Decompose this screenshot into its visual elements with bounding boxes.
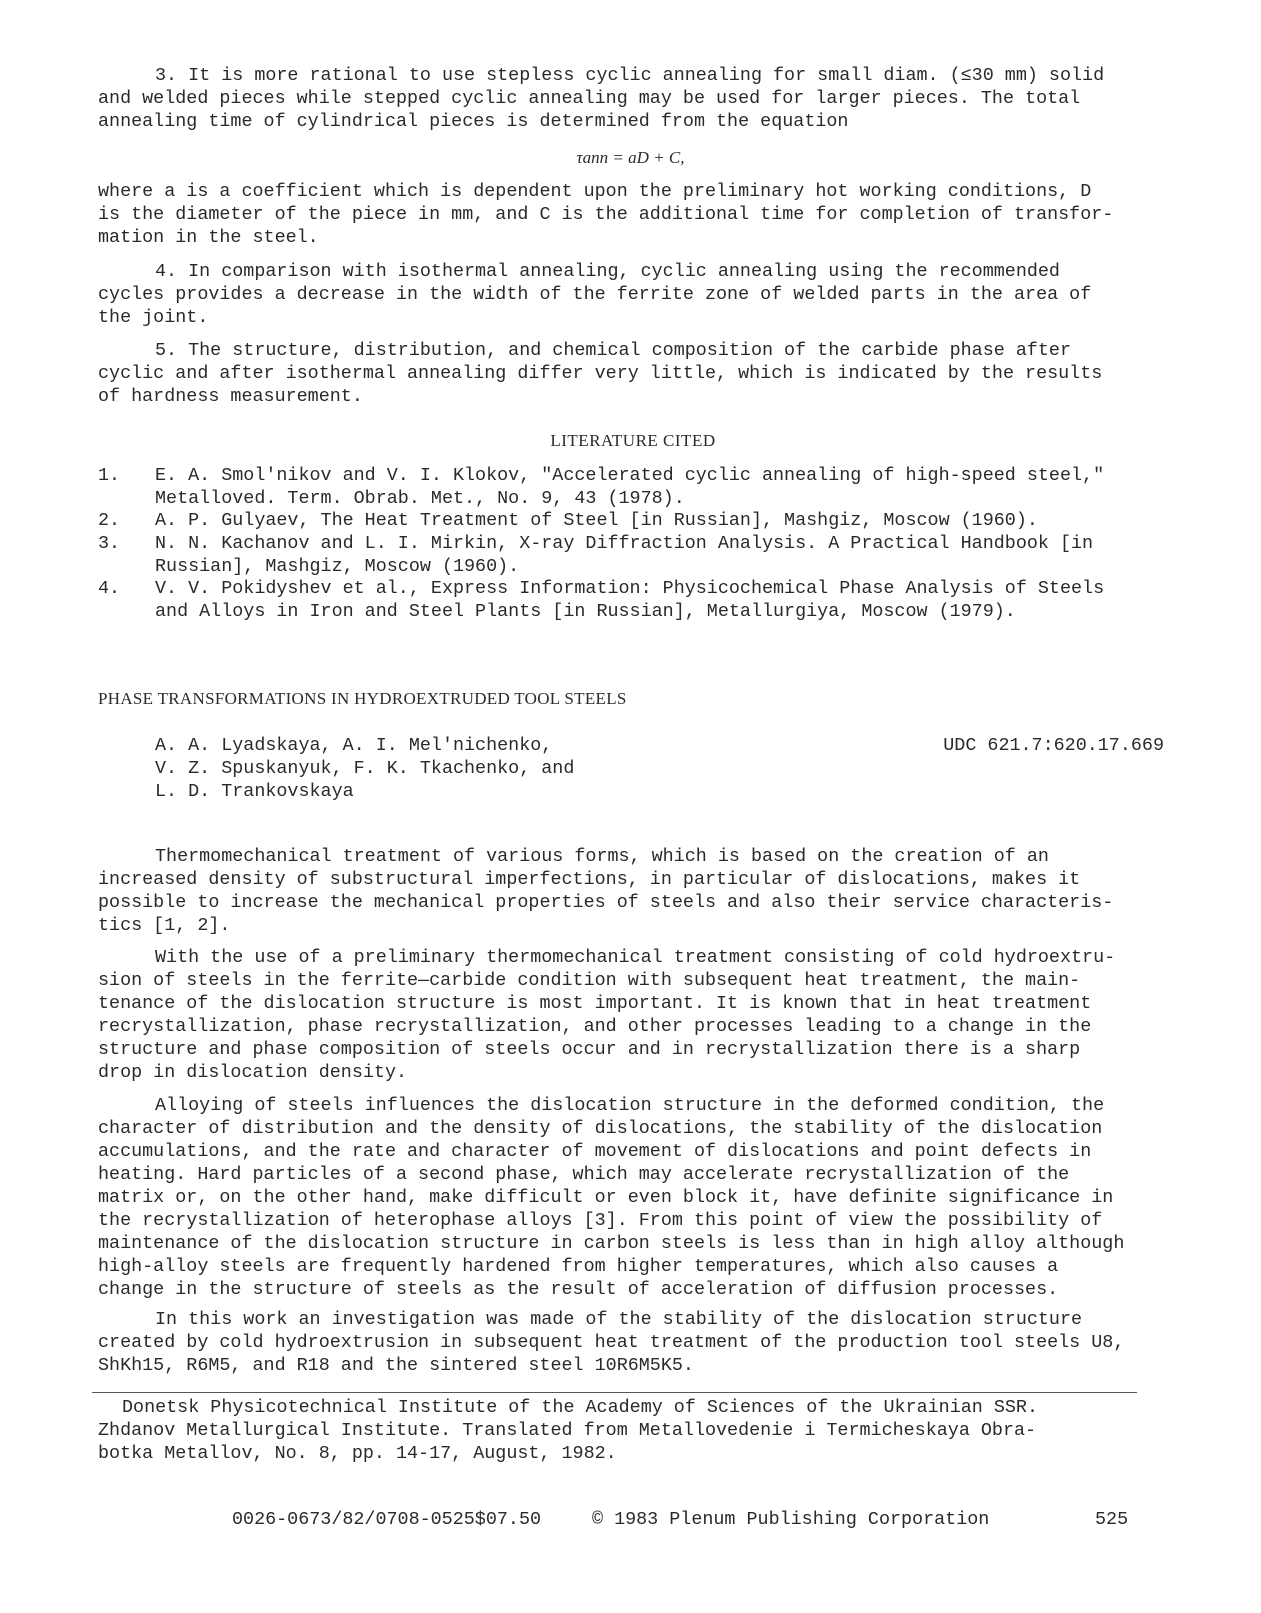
conclusion-item-3-intro: 3. It is more rational to use stepless cyclic annealing for small diam. (≤30 mm) solid and welded pieces while stepped cyclic annealing may be used for larger pieces. The total annealing time of cylindrical pieces is determined from the equation: [98, 65, 1105, 132]
affiliation-footnote: Donetsk Physicotechnical Institute of the Academy of Sciences of the Ukrainian SSR. Zhdanov Metallurgical Institute. Translated from Metallovedenie i Termicheskaya Obra- botka Metallov, No. 8, pp. 14-17, August, 1982.: [98, 1397, 1039, 1464]
body-paragraph: With the use of a preliminary thermomechanical treatment consisting of cold hydroextru- sion of steels in the ferrite—carbide condition with subsequent heat treatment, the main- tenance of the dislocation structure is most important. It is known that in heat treatment recrystallization, phase recrystallization, and other processes leading to a change in the structure and phase composition of steels occur and in recrystallization there is a sharp drop in dislocation density.: [98, 947, 1116, 1083]
article-authors: A. A. Lyadskaya, A. I. Mel'nichenko, V. Z. Spuskanyuk, F. K. Tkachenko, and L. D. Trankovskaya: [155, 735, 575, 802]
page-number: 525: [1095, 1509, 1129, 1530]
reference-text: N. N. Kachanov and L. I. Mirkin, X-ray Diffraction Analysis. A Practical Handbook [in Russian], Mashgiz, Moscow (1960).: [155, 533, 1094, 577]
reference-number: 3.: [98, 533, 121, 554]
reference-number: 4.: [98, 578, 121, 599]
article-title: PHASE TRANSFORMATIONS IN HYDROEXTRUDED TOOL STEELS: [98, 689, 627, 708]
udc-code: UDC 621.7:620.17.669: [943, 735, 1164, 756]
body-paragraph: Thermomechanical treatment of various forms, which is based on the creation of an increased density of substructural imperfections, in particular of dislocations, makes it possible to increase the mechanical properties of steels and also their service characteris- tics [1, 2].: [98, 846, 1114, 936]
conclusion-item-3-explanation: where a is a coefficient which is dependent upon the preliminary hot working conditions, D is the diameter of the piece in mm, and C is the additional time for completion of transfor- mation in the steel.: [98, 181, 1114, 248]
reference-text: A. P. Gulyaev, The Heat Treatment of Steel [in Russian], Mashgiz, Moscow (1960).: [155, 510, 1038, 531]
body-paragraph: Alloying of steels influences the dislocation structure in the deformed condition, the character of distribution and the density of dislocations, the stability of the dislocation accumulations, and the rate and character of movement of dislocations and point defects in heating. Hard particles of a second phase, which may accelerate recrystallization of the matrix or, on the other hand, make difficult or even block it, have definite significance in the recrystallization of heterophase alloys [3]. From this point of view the possibility of maintenance of the dislocation structure in carbon steels is less than in high alloy although high-alloy steels are frequently hardened from higher temperatures, which also causes a change in the structure of steels as the result of acceleration of diffusion processes.: [98, 1095, 1125, 1300]
body-paragraph: In this work an investigation was made of the stability of the dislocation structure created by cold hydroextrusion in subsequent heat treatment of the production tool steels U8, ShKh15, R6M5, and R18 and the sintered steel 10R6M5K5.: [98, 1309, 1125, 1376]
annealing-time-equation: [0, 148, 1261, 168]
copyright-notice: © 1983 Plenum Publishing Corporation: [592, 1509, 990, 1530]
publication-code: 0026-0673/82/0708-0525$07.50: [232, 1509, 542, 1530]
equation-text: τann = aD + C,: [576, 148, 685, 167]
reference-number: 1.: [98, 465, 121, 486]
literature-cited-heading: LITERATURE CITED: [550, 431, 716, 450]
reference-text: V. V. Pokidyshev et al., Express Information: Physicochemical Phase Analysis of Steels and Alloys in Iron and Steel Plants [in Russian], Metallurgiya, Moscow (1979).: [155, 578, 1105, 622]
conclusion-item-4: 4. In comparison with isothermal annealing, cyclic annealing using the recommended cycles provides a decrease in the width of the ferrite zone of welded parts in the area of the joint.: [98, 261, 1092, 328]
conclusion-item-5: 5. The structure, distribution, and chemical composition of the carbide phase after cyclic and after isothermal annealing differ very little, which is indicated by the results of hardness measurement.: [98, 340, 1103, 407]
reference-number: 2.: [98, 510, 121, 531]
footnote-divider: [92, 1392, 1137, 1393]
reference-text: E. A. Smol'nikov and V. I. Klokov, "Accelerated cyclic annealing of high-speed steel," Metalloved. Term. Obrab. Met., No. 9, 43 (1978).: [155, 465, 1105, 509]
